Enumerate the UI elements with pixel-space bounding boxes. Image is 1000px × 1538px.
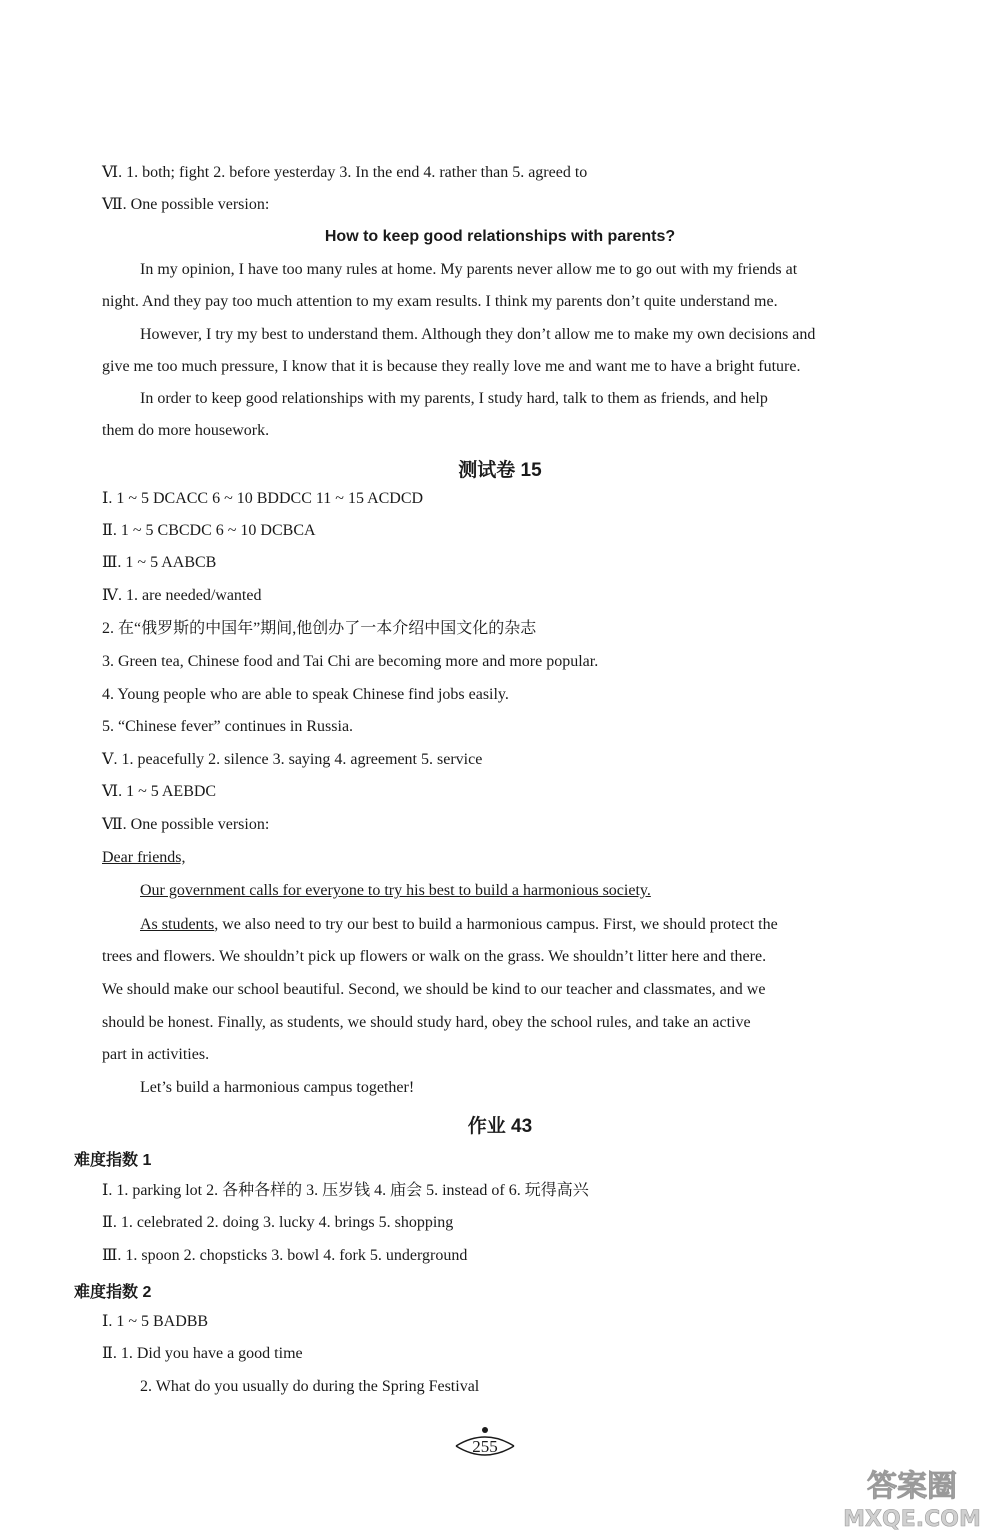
letter-line: Let’s build a harmonious campus together! [140,1079,415,1096]
essay-line: However, I try my best to understand them. Although they don’t allow me to make my own decisions and [140,326,816,343]
answer-line: Ⅱ. 1. celebrated 2. doing 3. lucky 4. brings 5. shopping [102,1214,454,1231]
essay-line: them do more housework. [102,422,270,439]
page-number-text: 255 [472,1437,498,1456]
watermark-logo-icon [832,1462,992,1532]
answer-line: Ⅵ. 1. both; fight 2. before yesterday 3. In the end 4. rather than 5. agreed to [102,164,588,181]
page-number [450,1424,520,1464]
essay-line: In order to keep good relationships with my parents, I study hard, talk to them as friends, and help [140,390,768,407]
difficulty-label: 难度指数 2 [74,1284,152,1301]
answer-line: Ⅱ. 1. Did you have a good time [102,1345,303,1362]
svg-text:答案圈: 答案圈 [867,1469,957,1504]
underlined-phrase: As students [140,916,215,933]
letter-line: part in activities. [102,1046,210,1063]
difficulty-label: 难度指数 1 [74,1152,152,1169]
answer-line: Ⅲ. 1. spoon 2. chopsticks 3. bowl 4. fork 5. underground [102,1247,468,1264]
site-watermark [832,1462,992,1532]
answer-line: 3. Green tea, Chinese food and Tai Chi are becoming more and more popular. [102,653,599,670]
answer-line: Ⅰ. 1. parking lot 2. 各种各样的 3. 压岁钱 4. 庙会 5. instead of 6. 玩得高兴 [102,1182,589,1199]
answer-line: Ⅱ. 1 ~ 5 CBCDC 6 ~ 10 DCBCA [102,522,316,539]
letter-line: trees and flowers. We shouldn’t pick up flowers or walk on the grass. We shouldn’t litter here and there. [102,948,767,965]
answer-line: Ⅰ. 1 ~ 5 BADBB [102,1313,209,1330]
essay-line: give me too much pressure, I know that it is because they really love me and want me to have a bright future. [102,358,801,375]
answer-line: Ⅳ. 1. are needed/wanted [102,587,262,604]
answer-line: Ⅰ. 1 ~ 5 DCACC 6 ~ 10 BDDCC 11 ~ 15 ACDCD [102,490,424,507]
answer-line: Ⅶ. One possible version: [102,816,270,833]
svg-text:MXQE.COM: MXQE.COM [843,1507,981,1532]
answer-line: Ⅲ. 1 ~ 5 AABCB [102,554,217,571]
section-title-hw43: 作业 43 [467,1116,533,1137]
answer-line: Ⅵ. 1 ~ 5 AEBDC [102,783,217,800]
page-number-ornament-icon [450,1424,520,1464]
letter-salutation: Dear friends, [102,849,186,866]
essay-line: night. And they pay too much attention to my exam results. I think my parents don’t quite understand me. [102,293,778,310]
letter-line: We should make our school beautiful. Second, we should be kind to our teacher and classmates, and we [102,981,766,998]
translation-line: 2. 在“俄罗斯的中国年”期间,他创办了一本介绍中国文化的杂志 [102,620,537,637]
answer-line: 2. What do you usually do during the Spring Festival [140,1378,480,1395]
letter-line [102,915,778,935]
essay-line: In my opinion, I have too many rules at home. My parents never allow me to go out with my friends at [140,261,798,278]
answer-line: 4. Young people who are able to speak Chinese find jobs easily. [102,686,509,703]
section-title-test15: 测试卷 15 [458,460,542,481]
answer-line: Ⅶ. One possible version: [102,196,270,213]
essay-title: How to keep good relationships with parents? [324,228,676,245]
answer-line: Ⅴ. 1. peacefully 2. silence 3. saying 4. agreement 5. service [102,751,483,768]
answer-line: 5. “Chinese fever” continues in Russia. [102,718,354,735]
answer-line [102,619,536,639]
letter-text: , we also need to try our best to build a harmonious campus. First, we should protect the [214,916,778,933]
letter-line: Our government calls for everyone to try his best to build a harmonious society. [140,882,651,899]
letter-line: should be honest. Finally, as students, we should study hard, obey the school rules, and take an active [102,1014,751,1031]
